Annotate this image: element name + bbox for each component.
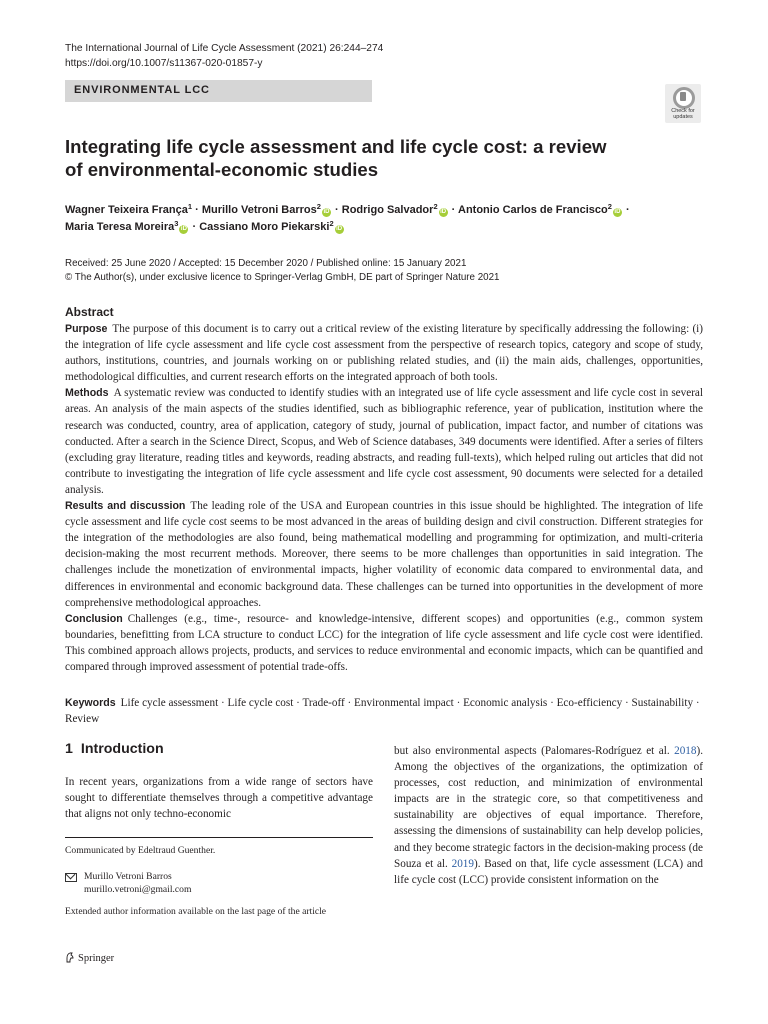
corresponding-author: Murillo Vetroni Barros murillo.vetroni@gmail.com: [65, 870, 191, 896]
abstract-heading: Abstract: [65, 305, 114, 319]
author-name[interactable]: Cassiano Moro Piekarski: [199, 220, 330, 233]
publisher-logo: [65, 952, 114, 964]
keywords-text: Life cycle assessment · Life cycle cost · Trade-off · Environmental impact · Economic analysis · Eco-efficiency · Sustainability · Review: [65, 697, 700, 725]
corresponding-email[interactable]: murillo.vetroni@gmail.com: [84, 884, 192, 895]
author-list: Wagner Teixeira França$^1$ · Murillo Vetroni Barros$^2$iD · Rodrigo Salvador$^2$iD · Antonio Carlos de Francisco$^2$iD · Maria Teresa Moreira$^3$iD · Cassiano Moro Piekarski$^2$iD: [65, 202, 630, 233]
author-name[interactable]: Antonio Carlos de Francisco: [458, 204, 608, 216]
springer-horse-icon: [65, 952, 75, 963]
journal-header: [65, 41, 383, 71]
footnote-divider: [65, 837, 373, 838]
abstract-results: Results and discussion The leading role of the USA and European countries in this issue should be highlighted. The integration of life cycle assessment and life cycle cost seems to be most advanced in the areas of building design and civil construction. Different strategies for the integration of the methodologies are also found, being mathematical modelling and programming for optimization, and multi-criteria decision-making the most recurrent methods. Moreover, there seems to be more challenges than opportunities in said integration. The challenges include the monetization of environmental impacts, higher volatility of economic data compared to environmental data, and differences in environmental and economic background data. These challenges can be turned into opportunities in the development of more comprehensive methodological approaches.: [65, 500, 703, 609]
orcid-icon[interactable]: iD: [323, 209, 330, 215]
doi-link[interactable]: https://doi.org/10.1007/s11367-020-01857-y: [65, 58, 263, 69]
abstract-methods: Methods A systematic review was conducted to identify studies with an integrated use of life cycle assessment and life cycle cost in several areas. An analysis of the main aspects of the studies identified, such as bibliographic reference, year of publication, institution where the research was conducted, country, area of application, category of study, journal of publication, impact factor, and number of citations was conducted. After a search in the Science Direct, Scopus, and Web of Science databases, 349 documents were identified. After a series of filters (excluding gray literature, reading titles and keywords, reading abstracts, and reading full-texts), which helped ruling out articles that did not contribute to investigating the integration of life cycle assessment and life cycle cost assessment, 90 documents were selected for a detailed analysis.: [65, 387, 703, 496]
journal-citation: The International Journal of Life Cycle Assessment (2021) 26:244–274: [65, 43, 384, 54]
section-banner: [65, 80, 372, 102]
orcid-icon[interactable]: iD: [440, 209, 447, 215]
author-name[interactable]: Wagner Teixeira França: [65, 204, 188, 216]
intro-column-left: In recent years, organizations from a wide range of sectors have sought to differentiate themselves through a competitive advantage that aligns not only techno-economic: [65, 776, 373, 821]
keywords: [65, 695, 705, 727]
orcid-icon[interactable]: iD: [336, 225, 343, 232]
intro-column-right: but also environmental aspects (Palomares-Rodríguez et al. 2018). Among the objectives of the organizations, the optimization of processes, cost reduction, and minimization of environmental impacts are in the strategic core, so that competitiveness and sustainability are objectives of equal importance. Therefore, assessing the dimensions of sustainability can help develop policies, and they become strategic factors in the decision-making process (de Souza et al. 2019). Based on that, life cycle assessment (LCA) and life cycle cost (LCC) provide consistent information on the: [394, 745, 703, 886]
envelope-icon: [65, 873, 77, 882]
publisher-name: Springer: [78, 953, 115, 964]
check-for-updates-badge[interactable]: Check for updates: [665, 84, 701, 123]
citation-link[interactable]: 2019: [451, 857, 474, 870]
communicated-by: Communicated by Edeltraud Guenther.: [65, 845, 216, 856]
citation-link[interactable]: 2018: [674, 745, 697, 757]
abstract-purpose: Purpose The purpose of this document is to carry out a critical review of the existing literature by specifically addressing the following: (i) the integration of life cycle assessment and life cycle cost assessment from the perspective of research topics, category and scope of study, authors, institutions, countries, and journals working on or publishing related studies, and (ii) the main aids, challenges, opportunities, methodological difficulties, and current research efforts on the integrated approach of both tools.: [65, 323, 703, 384]
orcid-icon[interactable]: iD: [180, 225, 187, 232]
abstract-body: [65, 321, 703, 675]
article-title: Integrating life cycle assessment and life cycle cost: a review of environmental-economic studies: [65, 136, 607, 180]
extended-author-info: Extended author information available on the last page of the article: [65, 906, 327, 917]
author-name[interactable]: Maria Teresa Moreira: [65, 220, 175, 233]
orcid-icon[interactable]: iD: [614, 209, 621, 215]
check-updates-icon: [673, 87, 695, 109]
section-heading-introduction: 1 Introduction: [65, 741, 164, 757]
abstract-conclusion: Conclusion Challenges (e.g., time-, resource- and knowledge-intensive, different scopes) and opportunities (e.g., common system boundaries, benefitting from LCA structure to conduct LCC) for the integration of life cycle assessment and life cycle cost were identified. This combined approach allows projects, products, and services to reduce environmental and economic impacts, which can be quantified and compared through improved assessment of potential trade-offs.: [65, 612, 703, 673]
author-name[interactable]: Rodrigo Salvador: [341, 204, 434, 216]
copyright-notice: © The Author(s), under exclusive licence to Springer-Verlag GmbH, DE part of Springer Nature 2021: [65, 272, 500, 283]
publication-dates: Received: 25 June 2020 / Accepted: 15 December 2020 / Published online: 15 January 2021 © The Author(s), under exclusive licence to Springer-Verlag GmbH, DE part of Springer Nature 2021: [65, 258, 500, 283]
author-name[interactable]: Murillo Vetroni Barros: [201, 204, 317, 216]
keywords-label: Keywords: [65, 697, 116, 709]
section-banner-label: ENVIRONMENTAL LCC: [74, 84, 210, 96]
